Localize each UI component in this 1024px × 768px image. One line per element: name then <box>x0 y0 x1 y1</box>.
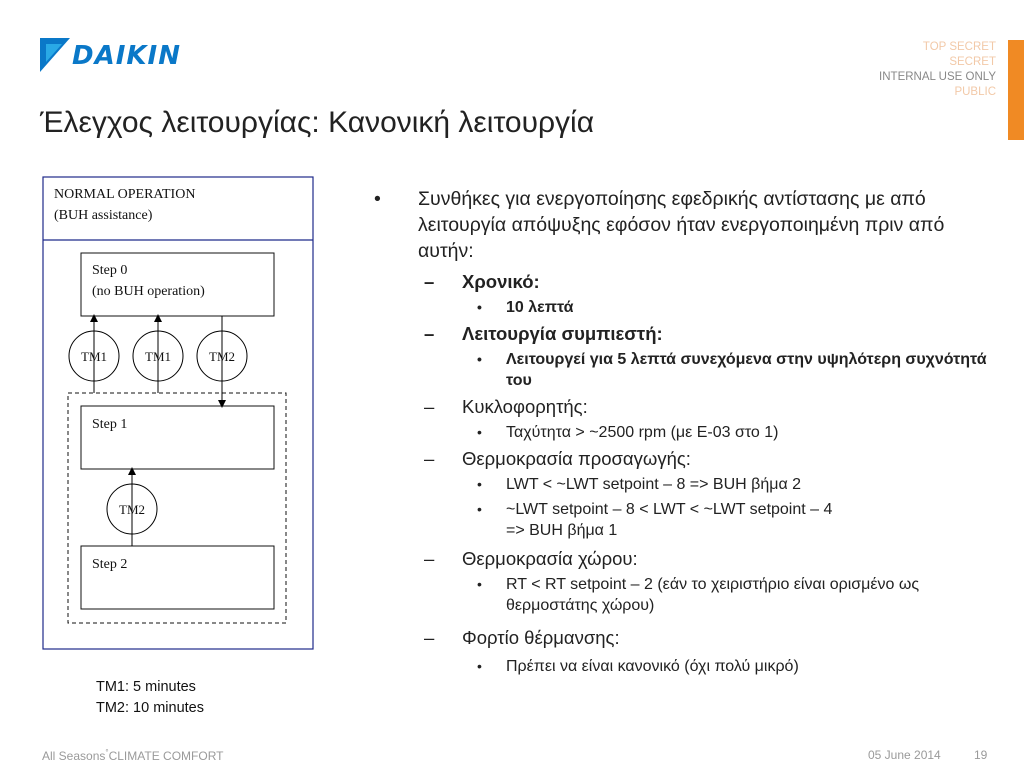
sub-bullet-marker: • <box>477 351 482 367</box>
dash-marker: – <box>424 323 435 344</box>
bullet-marker: • <box>374 188 381 210</box>
timer-legend <box>96 677 204 719</box>
timer-d-label: TM2 <box>119 502 145 517</box>
page-number: 19 <box>974 748 988 762</box>
legend-tm2: TM2: 10 minutes <box>96 700 204 716</box>
time-item <box>372 270 992 294</box>
sub-bullet-marker: • <box>477 299 482 315</box>
pump-label: Κυκλοφορητής: <box>462 396 588 417</box>
step2-label: Step 2 <box>92 557 128 572</box>
accent-bar <box>1008 40 1024 140</box>
heating-load-item <box>372 626 992 650</box>
step0-label: Step 0 <box>92 263 128 278</box>
pump-value-item <box>372 422 992 443</box>
footer-tagline-suffix: CLIMATE COMFORT <box>108 749 224 763</box>
supply-temp-value-1-text: LWT < ~LWT setpoint – 8 => BUH βήμα 2 <box>506 476 802 493</box>
supply-temp-item <box>372 447 992 471</box>
supply-temp-value-2-cont: => BUH βήμα 1 <box>506 522 618 539</box>
time-label: Χρονικό: <box>462 271 540 292</box>
conditions-list <box>372 186 992 681</box>
heating-load-label: Φορτίο θέρμανσης: <box>462 627 620 648</box>
room-temp-label: Θερμοκρασία χώρου: <box>462 548 638 569</box>
time-value: 10 λεπτά <box>506 299 574 316</box>
operation-flow-diagram <box>40 175 320 655</box>
dash-marker: – <box>424 448 435 469</box>
room-temp-item <box>372 547 992 571</box>
dash-marker: – <box>424 627 435 648</box>
step1-label: Step 1 <box>92 417 128 432</box>
logo-text: DAIKIN <box>72 41 181 71</box>
sub-bullet-marker: • <box>477 476 482 492</box>
slide-title: Έλεγχος λειτουργίας: Κανονική λειτουργία <box>40 106 595 139</box>
step0-sublabel: (no BUH operation) <box>92 284 205 299</box>
classification-secret: SECRET <box>949 56 996 68</box>
dash-marker: – <box>424 271 435 292</box>
supply-temp-value-2 <box>372 499 992 520</box>
footer-tagline-sup: ° <box>105 748 109 757</box>
timer-b-label: TM1 <box>145 349 171 364</box>
dash-marker: – <box>424 548 435 569</box>
classification-top-secret: TOP SECRET <box>922 41 996 53</box>
heating-load-value-item <box>372 656 992 677</box>
compressor-label: Λειτουργία συμπιεστή: <box>462 323 663 344</box>
diagram-header-line2: (BUH assistance) <box>54 208 153 223</box>
step2-box <box>81 546 274 609</box>
pump-value: Ταχύτητα > ~2500 rpm (με E-03 στο 1) <box>506 424 779 441</box>
compressor-value: Λειτουργεί για 5 λεπτά συνεχόμενα στην υψηλότερη συχνότητά του <box>506 351 987 389</box>
room-temp-value: RT < RT setpoint – 2 (εάν το χειριστήριο είναι ορισμένο ως θερμοστάτης χώρου) <box>506 576 920 614</box>
sub-bullet-marker: • <box>477 576 482 592</box>
compressor-item <box>372 322 992 346</box>
classification-public: PUBLIC <box>954 86 996 98</box>
supply-temp-value-1 <box>372 474 992 495</box>
timer-c-label: TM2 <box>209 349 235 364</box>
footer-date: 05 June 2014 <box>868 748 941 762</box>
daikin-logo <box>40 38 210 74</box>
footer-tagline <box>42 748 223 763</box>
supply-temp-value-2-text: ~LWT setpoint – 8 < LWT < ~LWT setpoint – 4 <box>506 501 833 518</box>
daikin-logo-mark-icon <box>40 38 72 74</box>
sub-bullet-marker: • <box>477 424 482 440</box>
intro-bullet <box>372 186 992 264</box>
room-temp-value-item <box>372 574 992 616</box>
sub-bullet-marker: • <box>477 658 482 674</box>
classification-internal: INTERNAL USE ONLY <box>879 71 996 83</box>
step1-box <box>81 406 274 469</box>
supply-temp-label: Θερμοκρασία προσαγωγής: <box>462 448 691 469</box>
classification-labels <box>879 40 996 100</box>
compressor-value-item <box>372 349 992 391</box>
timer-a-label: TM1 <box>81 349 107 364</box>
dash-marker: – <box>424 396 435 417</box>
intro-text: Συνθήκες για ενεργοποίησης εφεδρικής αντίστασης με από λειτουργία απόψυξης εφόσον ήταν ενεργοποιημένη πριν από αυτήν: <box>418 188 945 262</box>
sub-bullet-marker: • <box>477 501 482 517</box>
legend-tm1: TM1: 5 minutes <box>96 679 196 695</box>
time-value-item <box>372 297 992 318</box>
pump-item <box>372 395 992 419</box>
heating-load-value: Πρέπει να είναι κανονικό (όχι πολύ μικρό) <box>506 658 799 675</box>
footer-tagline-prefix: All Seasons <box>42 749 106 763</box>
diagram-header-line1: NORMAL OPERATION <box>54 187 196 202</box>
